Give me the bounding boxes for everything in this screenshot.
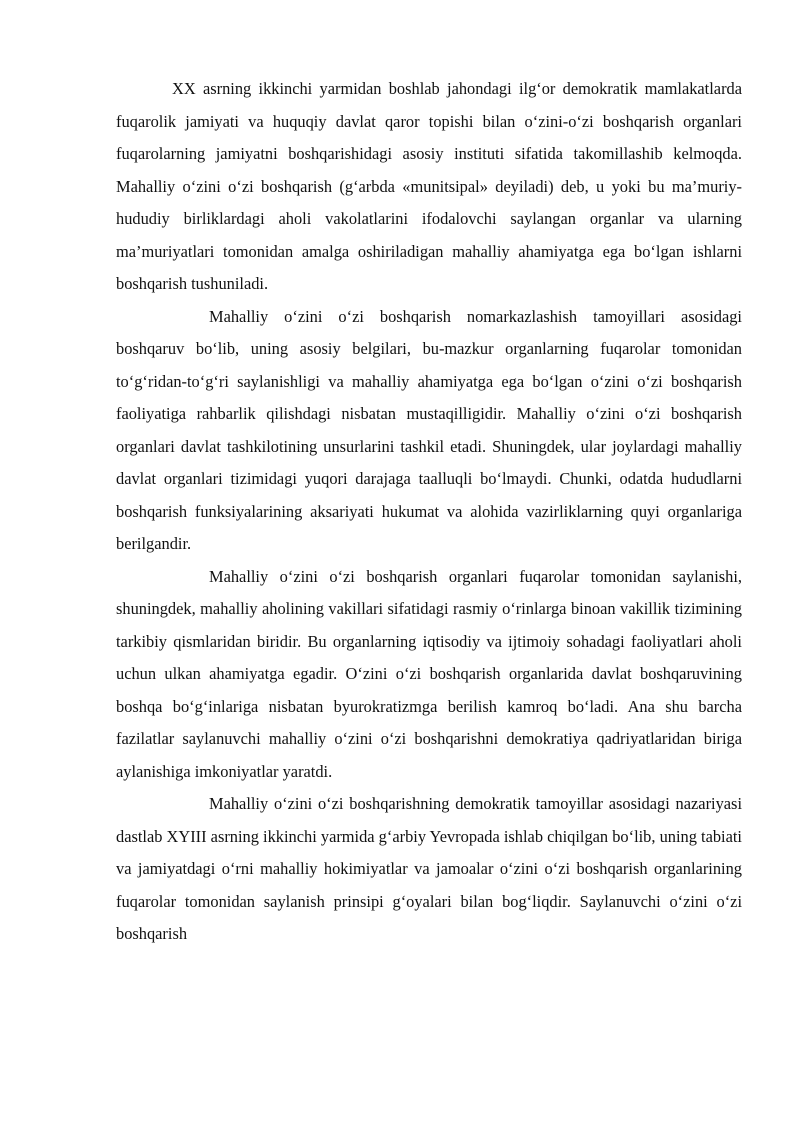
- document-page: [116, 73, 742, 951]
- paragraph-4: Mahalliy o‘zini o‘zi boshqarishning demokratik tamoyillar asosidagi nazariyasi dastlab XYIII asrning ikkinchi yarmida g‘arbiy Yevropada ishlab chiqilgan bo‘lib, uning tabiati va jamiyatdagi o‘rni mahalliy hokimiyatlar va jamoalar o‘zini o‘zi boshqarish organlarining fuqarolar tomonidan saylanish prinsipi g‘oyalari bilan bog‘liqdir. Saylanuvchi o‘zini o‘zi boshqarish: [116, 794, 742, 943]
- paragraph-1: XX asrning ikkinchi yarmidan boshlab jahondagi ilg‘or demokratik mamlakatlarda fuqarolik jamiyati va huquqiy davlat qaror topishi bilan o‘zini-o‘zi boshqarish organlari fuqarolarning jamiyatni boshqarishidagi asosiy instituti sifatida takomillashib kelmoqda. Mahalliy o‘zini o‘zi boshqarish (g‘arbda «munitsipal» deyiladi) deb, u yoki bu ma’muriy-hududiy birliklardagi aholi vakolatlarini ifodalovchi saylangan organlar va ularning ma’muriyatlari tomonidan amalga oshiriladigan mahalliy ahamiyatga ega bo‘lgan ishlarni boshqarish tushuniladi.: [116, 79, 742, 293]
- paragraph-2: Mahalliy o‘zini o‘zi boshqarish nomarkazlashish tamoyillari asosidagi boshqaruv bo‘lib, uning asosiy belgilari, bu-mazkur organlarning fuqarolar tomonidan to‘g‘ridan-to‘g‘ri saylanishligi va mahalliy ahamiyatga ega bo‘lgan o‘zini o‘zi boshqarish faoliyatiga rahbarlik qilishdagi nisbatan mustaqilligidir. Mahalliy o‘zini o‘zi boshqarish organlari davlat tashkilotining unsurlarini tashkil etadi. Shuningdek, ular joylardagi mahalliy davlat organlari tizimidagi yuqori darajaga taalluqli bo‘lmaydi. Chunki, odatda hududlarni boshqarish funksiyalarining aksariyati hukumat va alohida vazirliklarning quyi organlariga berilgandir.: [116, 306, 742, 553]
- paragraph-3: Mahalliy o‘zini o‘zi boshqarish organlari fuqarolar tomonidan saylanishi, shuningdek, mahalliy aholining vakillari sifatidagi rasmiy o‘rinlarga binoan vakillik tizimining tarkibiy qismlaridan biridir. Bu organlarning iqtisodiy va ijtimoiy sohadagi faoliyatlari aholi uchun ulkan ahamiyatga egadir. O‘zini o‘zi boshqarish organlarida davlat boshqaruvining boshqa bo‘g‘inlariga nisbatan byurokratizmga berilish kamroq bo‘ladi. Ana shu barcha fazilatlar saylanuvchi mahalliy o‘zini o‘zi boshqarishni demokratiya qadriyatlaridan biriga aylanishiga imkoniyatlar yaratdi.: [116, 566, 742, 781]
